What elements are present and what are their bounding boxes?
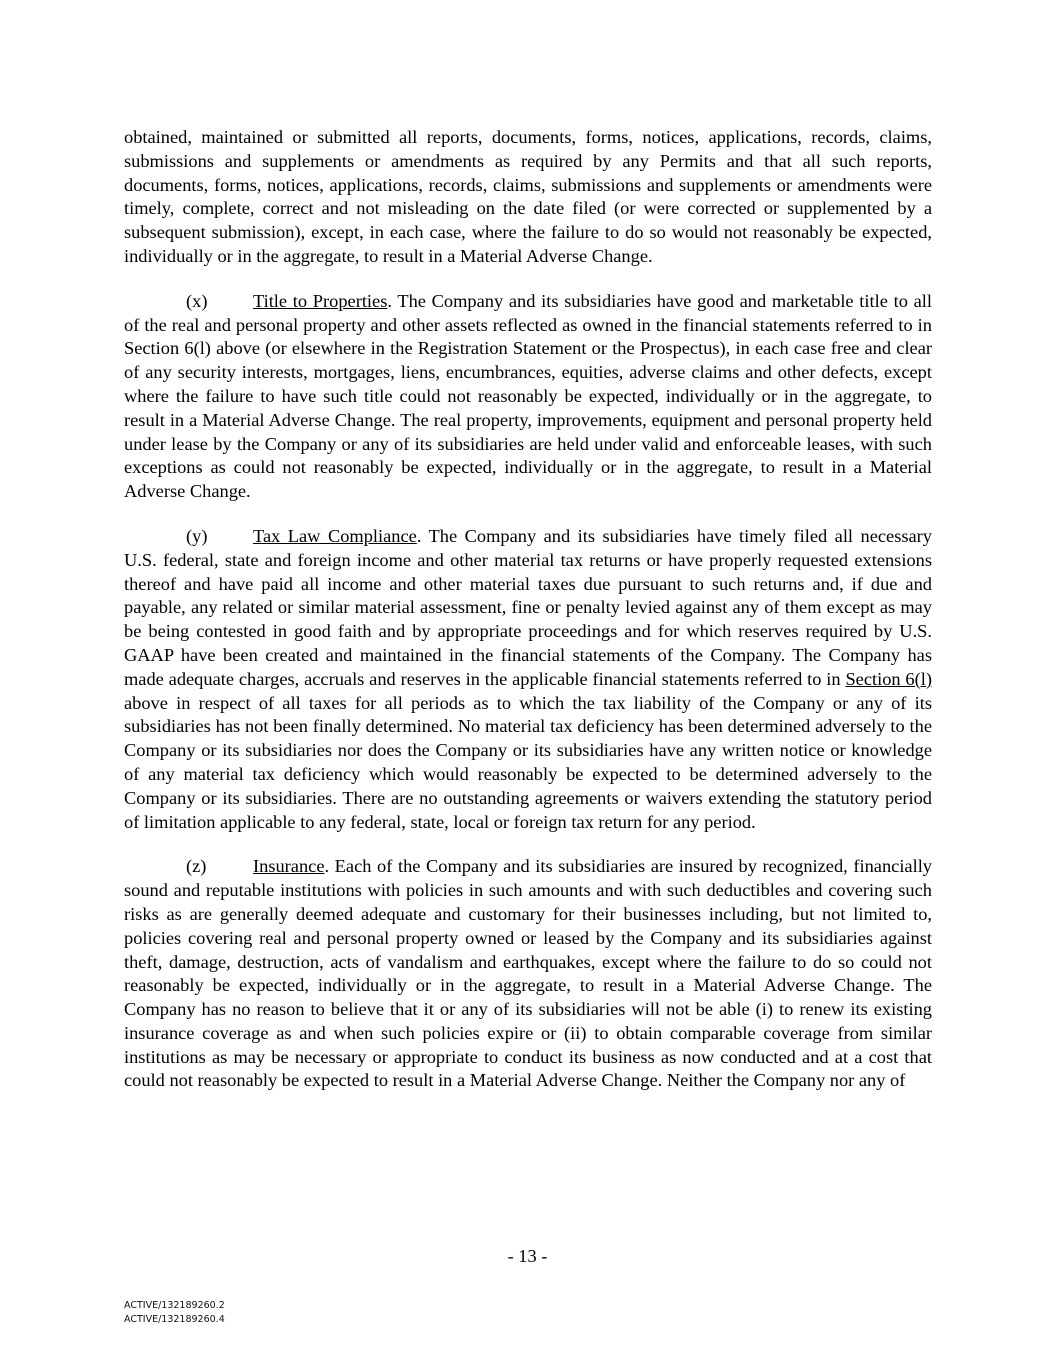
page-number: - 13 -: [507, 1246, 548, 1266]
section-z-number: (z): [186, 856, 207, 877]
section-y-body-a: . The Company and its subsidiaries have timely filed all necessary U.S. federal, state and foreign income and other material tax returns or have properly requested extensions thereof and have paid all income and other material taxes due pursuant to such returns and, if due and payable, any related or similar material assessment, fine or penalty levied against any of them except as may be being contested in good faith and by appropriate proceedings and for which reserves required by U.S. GAAP have been created and maintained in the financial statements of the Company. The Company has made adequate charges, accruals and reserves in the applicable financial statements referred to in: [124, 525, 932, 689]
section-x-body: . The Company and its subsidiaries have good and marketable title to all of the real and personal property and other assets reflected as owned in the financial statements referred to in Section 6(l) above (or elsewhere in the Registration Statement or the Prospectus), in each case free and clear of any security interests, mortgages, liens, encumbrances, equities, adverse claims and other defects, except where the failure to have such title could not reasonably be expected, individually or in the aggregate, to result in a Material Adverse Change. The real property, improvements, equipment and personal property held under lease by the Company or any of its subsidiaries are held under valid and enforceable leases, with such exceptions as could not reasonably be expected, individually or in the aggregate, to result in a Material Adverse Change.: [124, 290, 932, 502]
section-z: [124, 855, 932, 1093]
section-y-reference: Section 6(l): [845, 668, 932, 689]
section-x-title: Title to Properties: [253, 290, 388, 311]
section-y-title: Tax Law Compliance: [253, 525, 417, 546]
document-body: [124, 126, 932, 1114]
section-x: [124, 290, 932, 504]
section-y-body-b: above in respect of all taxes for all periods as to which the tax liability of the Company or any of its subsidiaries has not been finally determined. No material tax deficiency has been determined adversely to the Company or its subsidiaries nor does the Company or its subsidiaries have any written notice or knowledge of any material tax deficiency which would reasonably be expected to be determined adversely to the Company or its subsidiaries. There are no outstanding agreements or waivers extending the statutory period of limitation applicable to any federal, state, local or foreign tax return for any period.: [124, 692, 932, 832]
section-z-title: Insurance: [253, 856, 325, 877]
section-y-number: (y): [186, 525, 208, 546]
continuation-paragraph: obtained, maintained or submitted all reports, documents, forms, notices, applications, records, claims, submissions and supplements or amendments as required by any Permits and that all such reports, documents, forms, notices, applications, records, claims, submissions and supplements or amendments were timely, complete, correct and not misleading on the date filed (or were corrected or supplemented by a subsequent submission), except, in each case, where the failure to do so would not reasonably be expected, individually or in the aggregate, to result in a Material Adverse Change.: [124, 127, 932, 266]
section-x-number: (x): [186, 290, 208, 311]
section-y: [124, 525, 932, 834]
document-id: ACTIVE/132189260.4: [124, 1314, 225, 1325]
section-z-body: . Each of the Company and its subsidiaries are insured by recognized, financially sound and reputable institutions with policies in such amounts and with such deductibles and covering such risks as are generally deemed adequate and customary for their businesses including, but not limited to, policies covering real and personal property owned or leased by the Company and its subsidiaries against theft, damage, destruction, acts of vandalism and earthquakes, except where the failure to do so could not reasonably be expected, individually or in the aggregate, to result in a Material Adverse Change. The Company has no reason to believe that it or any of its subsidiaries will not be able (i) to renew its existing insurance coverage as and when such policies expire or (ii) to obtain comparable coverage from similar institutions as may be necessary or appropriate to conduct its business as now conducted and at a cost that could not reasonably be expected to result in a Material Adverse Change. Neither the Company nor any of: [124, 856, 932, 1091]
document-ids: [124, 1299, 225, 1327]
document-id: ACTIVE/132189260.2: [124, 1300, 225, 1311]
